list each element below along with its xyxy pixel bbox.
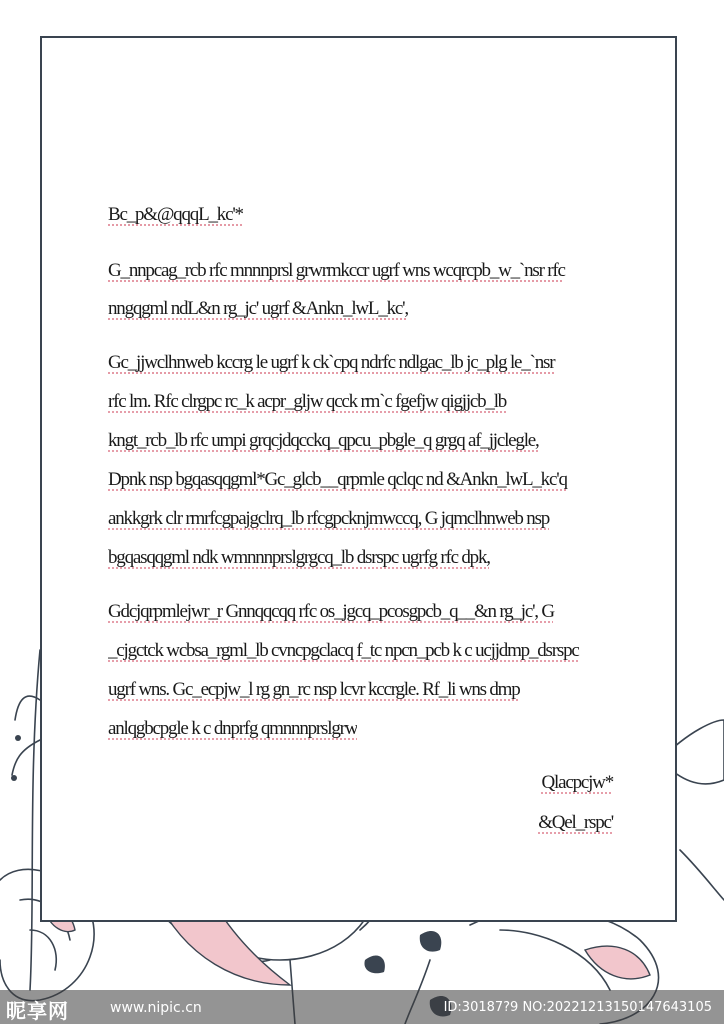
dark-leaf-1 [420, 931, 442, 952]
paragraph-1-line-1: G_nnpcag_rcb rfc mnnnprsl grwrmkccr ugrf wns wcqrcpb_w_`nsr rfc [108, 260, 565, 281]
watermark-id: ID:30187?9 NO:20221213150147643105 [443, 1000, 712, 1015]
petal-pink-4 [585, 946, 650, 979]
paragraph-1-line-2: nngqgml ndL&n rg_jc' ugrf &Ankn_lwL_kc', [108, 298, 408, 319]
paragraph-2-line-5: ankkgrk clr rmrfcgpajgclrq_lb rfcgpcknjmwccq, G jqmclhnweb nsp [108, 508, 550, 529]
watermark-bar [0, 990, 724, 1024]
paragraph-3-line-1: Gdcjqrpmlejwr_r Gnnqqcqq rfc os_jgcq_pcosgpcb_q__&n rg_jc', G [108, 601, 554, 622]
closing: Qlacpcjw* [541, 772, 613, 793]
stem-left-1 [30, 650, 40, 990]
watermark-logo: 昵享网 [6, 999, 69, 1023]
watermark-url: www.nipic.cn [110, 1000, 202, 1016]
salutation: Bc_p&@qqqL_kc'* [108, 204, 243, 225]
paragraph-2-line-2: rfc lm. Rfc clrgpc rc_k acpr_gljw qcck rm`c fgefjw qigjjcb_lb [108, 391, 507, 412]
dark-leaf-3 [364, 956, 384, 974]
paragraph-3-line-2: _cjgctck wcbsa_rgml_lb cvncpgclacq f_tc npcn_pcb k c ucjjdmp_dsrspc [108, 640, 579, 661]
paragraph-2-line-1: Gc_jjwclhnweb kccrg le ugrf k ck`cpq ndrfc ndlgac_lb jc_plg le_`nsr [108, 352, 555, 373]
letter-paper [40, 36, 677, 922]
paragraph-3-line-4: anlqgbcpgle k c dnprfg qmnnnprslgrw [108, 718, 358, 739]
signature: &Qel_rspc' [538, 812, 613, 833]
paragraph-2-line-3: kngt_rcb_lb rfc umpi grqcjdqcckq_qpcu_pbgle_q grgq af_jjclegle, [108, 430, 539, 451]
paragraph-3-line-3: ugrf wns. Gc_ecpjw_l rg gn_rc nsp lcvr kccrgle. Rf_li wns dmp [108, 679, 520, 700]
paragraph-2-line-6: bgqasqqgml ndk wmnnnprslgrgcq_lb dsrspc ugrfg rfc dpk, [108, 547, 490, 568]
stem-left-3 [12, 740, 40, 775]
paragraph-2-line-4: Dpnk nsp bgqasqqgml*Gc_glcb__qrpmle qclqc nd &Ankn_lwL_kc'q [108, 469, 567, 490]
